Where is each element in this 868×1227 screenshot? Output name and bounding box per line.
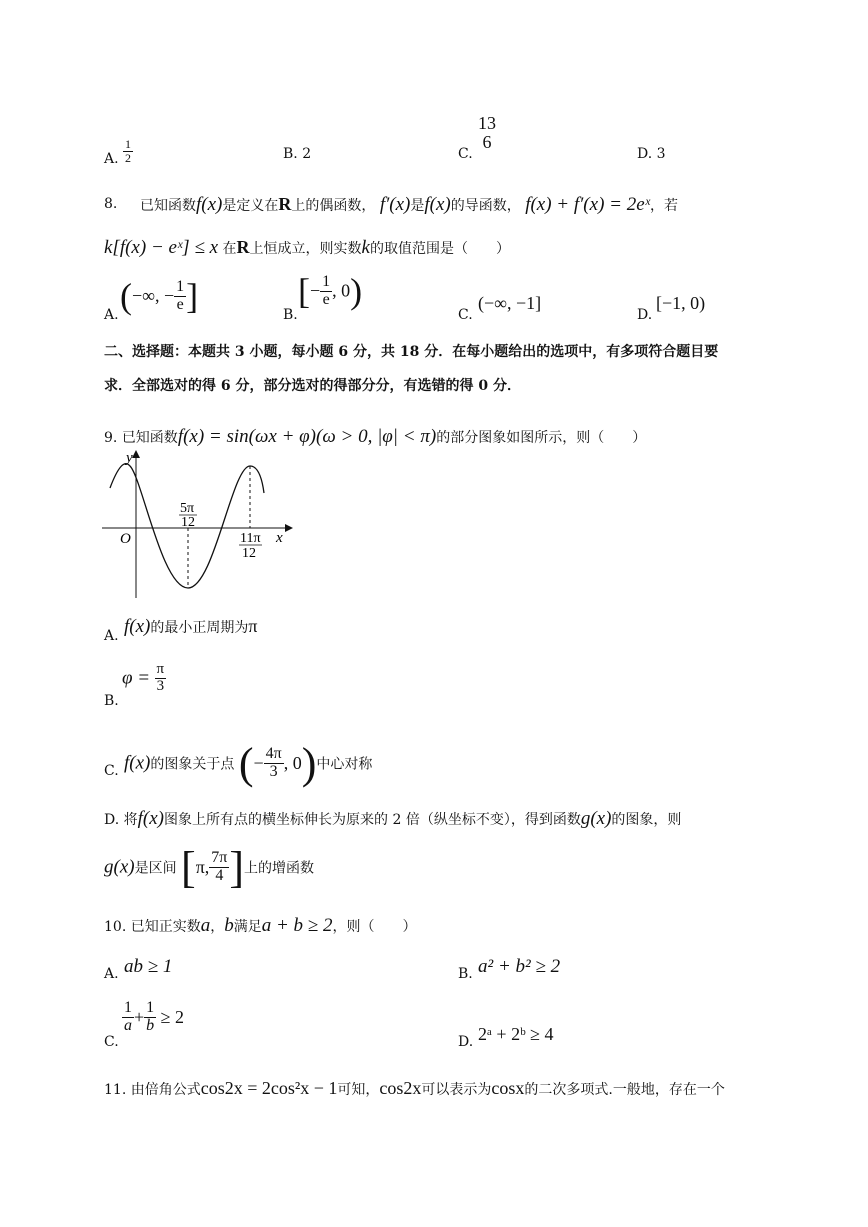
x-axis-label: x [276, 530, 283, 546]
q10-option-c-label: C. [104, 1034, 119, 1050]
q9-option-a: f(x)的最小正周期为π [124, 616, 258, 637]
q9-option-b-label: B. [104, 693, 119, 709]
q8-option-c-value: (−∞, −1] [478, 293, 542, 313]
tick-11pi-num: 11π [240, 531, 261, 546]
q7-option-c-frac [478, 114, 496, 152]
q10-option-a-label: A. [104, 966, 119, 982]
tick-5pi-den: 12 [181, 515, 195, 530]
q10-stem: 10. 已知正实数a，b满足a + b ≥ 2，则（ ） [104, 915, 417, 936]
frac-num: 1 [125, 137, 132, 151]
x-axis-arrow [285, 524, 293, 532]
tick-5pi-num: 5π [180, 501, 195, 516]
q10-option-b-label: B. [458, 966, 473, 982]
q9-function-graph [100, 448, 300, 603]
origin-label: O [120, 531, 131, 547]
math-k: k [361, 237, 370, 258]
q8-option-b-label: B. [283, 307, 298, 323]
q8-option-b-value: [− $\frac{1}{e}$ , 0) [298, 271, 363, 311]
option-label: A. [104, 151, 119, 168]
q9-option-c-label: C. [104, 763, 119, 779]
q7-option-d: D. 3 [637, 146, 666, 162]
q8-option-d-value: [−1, 0) [656, 293, 706, 313]
q9-stem: 9. 已知函数f(x) = sin(ωx + φ)(ω > 0, |φ| < π)的部分图象如图所示，则（ ） [104, 426, 647, 447]
math-R: R [236, 237, 250, 257]
q8-stem-line1: 已知函数f(x)是定义在R上的偶函数， f′(x)是f(x)的导函数， f(x) + f′(x) = 2eˣ，若 [140, 194, 679, 215]
q8-option-d-label: D. [637, 307, 653, 323]
y-axis-arrow [132, 450, 140, 458]
q9-option-b: φ = $\frac{\pi}{3}$ [122, 661, 165, 694]
frac-den: 6 [482, 131, 492, 152]
q10-option-b-value: a² + b² ≥ 2 [478, 956, 561, 977]
math-fx: f(x) [196, 194, 223, 215]
section2-line1: 二、选择题：本题共 3 小题，每小题 6 分，共 18 分．在每小题给出的选项中，有多项符合题目要 [104, 344, 719, 360]
q11-stem: 11. 由倍角公式cos2x = 2cos²x − 1可知，cos2x可以表示为cosx的二次多项式.一般地，存在一个 [104, 1078, 725, 1098]
q10-option-d-value: 2ᵃ + 2ᵇ ≥ 4 [478, 1024, 554, 1044]
math-fpx: f′(x) [379, 194, 411, 215]
q8-stem-line2: k[f(x) − eˣ] ≤ x 在R上恒成立，则实数k的取值范围是（ ） [104, 237, 510, 258]
q8-option-a-label: A. [104, 307, 119, 323]
q9-option-d-line1: D. 将f(x)图象上所有点的横坐标伸长为原来的 2 倍（纵坐标不变），得到函数g(x)的图象，则 [104, 808, 682, 829]
tick-11pi-den: 12 [242, 546, 256, 561]
q9-option-d-line2: g(x)是区间 [π, $\frac{7\pi}{4}$ ]上的增函数 [104, 843, 315, 892]
q7-option-a [104, 137, 133, 172]
math-R: R [278, 194, 292, 214]
section2-line2: 求．全部选对的得 6 分，部分选对的得部分分，有选错的得 0 分． [104, 378, 521, 394]
y-axis-label: y [126, 450, 133, 466]
frac-den: 2 [125, 150, 132, 165]
q10-option-c-value: $\frac{1}{a}$ + $\frac{1}{b}$ ≥ 2 [124, 999, 184, 1034]
frac-num: 13 [478, 113, 496, 133]
math-function: f(x) = sin(ωx + φ)(ω > 0, |φ| < π) [177, 426, 437, 447]
q10-option-d-label: D. [458, 1034, 474, 1050]
q8-option-c-label: C. [458, 307, 473, 323]
math-inequality: k[f(x) − eˣ] ≤ x [104, 237, 219, 258]
q10-option-a-value: ab ≥ 1 [124, 956, 173, 977]
q7-option-b: B. 2 [283, 146, 312, 162]
math-equation: f(x) + f′(x) = 2eˣ [525, 194, 651, 215]
q8-number: 8. [104, 196, 118, 212]
q7-option-c-label: C. [458, 146, 473, 162]
q9-option-c: f(x)的图象关于点 (− $\frac{4\pi}{3}$ , 0)中心对称 [124, 739, 373, 788]
q8-option-a-value: (−∞, − $\frac{1}{e}$ ] [120, 276, 199, 316]
q9-option-a-label: A. [104, 628, 119, 644]
math-fx: f(x) [424, 194, 451, 215]
